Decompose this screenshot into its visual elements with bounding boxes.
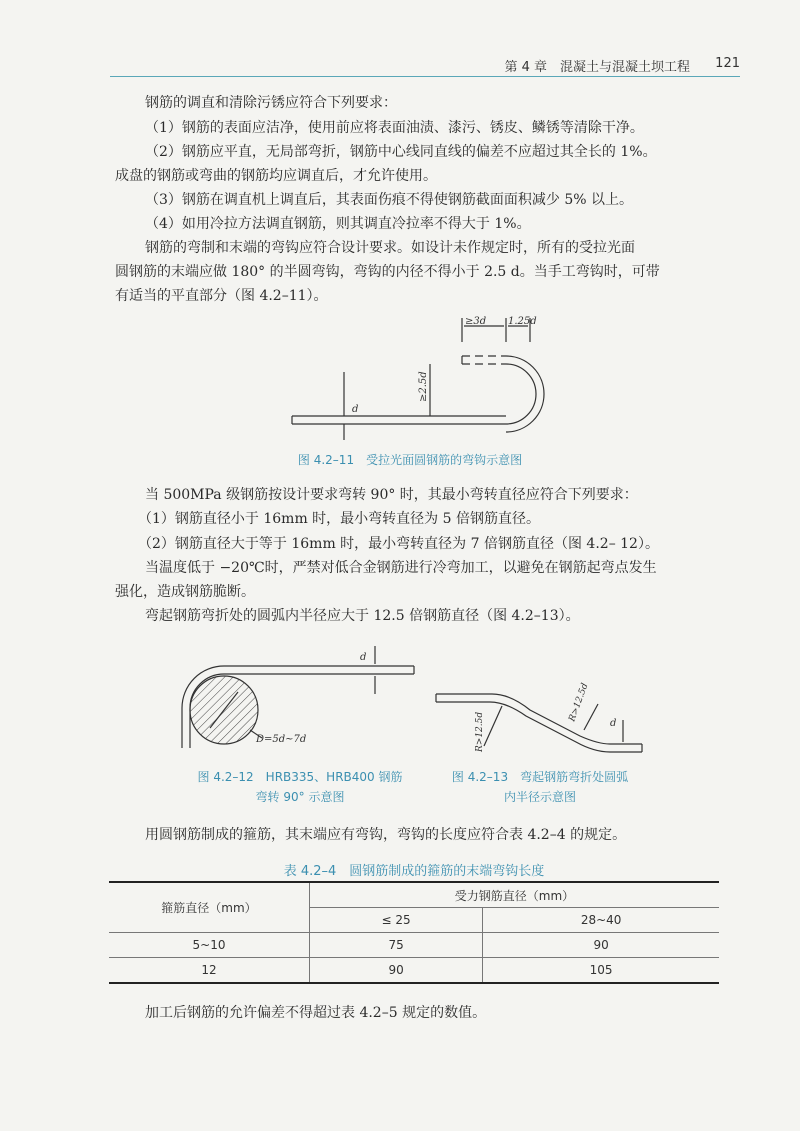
dim-label: D=5d~7d [256,734,307,745]
page-number: 121 [715,56,740,71]
table-cell: 105 [483,958,719,984]
paragraph: 成盘的钢筋或弯曲的钢筋均应调直后，才允许使用。 [115,168,437,184]
dim-label: ≥3d [465,316,487,327]
dim-label: ≥2.5d [418,371,429,402]
figure-hook-diagram [280,312,560,447]
figure-caption: 内半径示意图 [503,790,576,804]
paragraph: （2）钢筋应平直，无局部弯折，钢筋中心线同直线的偏差不应超过其全长的 1%。 [145,144,657,160]
dim-label: R>12.5d [567,681,591,724]
table-cell: 90 [310,958,483,984]
table-row [109,933,719,958]
sub-header: ≤ 25 [310,908,483,933]
col-header: 箍筋直径（mm） [109,882,310,933]
table-cell: 5~10 [109,933,310,958]
dim-label: 1.25d [508,316,537,327]
paragraph: 圆钢筋的末端应做 180° 的半圆弯钩，弯钩的内径不得小于 2.5 d。当手工弯钩时，可带 [115,264,660,280]
table-title: 表 4.2–4 圆钢筋制成的箍筋的末端弯钩长度 [283,864,545,879]
paragraph: 弯起钢筋弯折处的圆弧内半径应大于 12.5 倍钢筋直径（图 4.2–13）。 [145,608,580,624]
figure-caption: 图 4.2–12 HRB335、HRB400 钢筋 [197,770,403,784]
table-cell: 12 [109,958,310,984]
paragraph: （1）钢筋直径小于 16mm 时，最小弯转直径为 5 倍钢筋直径。 [138,511,540,527]
figure-caption: 弯转 90° 示意图 [255,790,345,804]
dim-label: R>12.5d [475,711,485,752]
table-row [109,958,719,984]
paragraph: （3）钢筋在调直机上调直后，其表面伤痕不得使钢筋截面面积减少 5% 以上。 [145,192,634,208]
header-rule [110,76,740,77]
figure-90-bend-diagram [170,638,420,763]
paragraph: 有适当的平直部分（图 4.2–11）。 [115,288,328,304]
paragraph: 钢筋的弯制和末端的弯钩应符合设计要求。如设计未作规定时，所有的受拉光面 [145,240,635,256]
paragraph: 加工后钢筋的允许偏差不得超过表 4.2–5 规定的数值。 [145,1005,487,1021]
dim-label: d [360,652,367,663]
paragraph: 当 500MPa 级钢筋按设计要求弯转 90° 时，其最小弯转直径应符合下列要求： [145,487,638,503]
paragraph: （1）钢筋的表面应洁净，使用前应将表面油渍、漆污、锈皮、鳞锈等清除干净。 [145,120,644,136]
figure-bent-bar-diagram [430,660,650,760]
paragraph: （4）如用冷拉方法调直钢筋，则其调直冷拉率不得大于 1%。 [145,216,531,232]
hook-length-table [109,881,719,984]
table-cell: 75 [310,933,483,958]
paragraph: 当温度低于 −20℃时，严禁对低合金钢筋进行冷弯加工，以避免在钢筋起弯点发生 [145,560,657,576]
sub-header: 28~40 [483,908,719,933]
dim-label: d [352,404,359,415]
dim-label: d [610,718,617,729]
group-header: 受力钢筋直径（mm） [310,882,720,908]
table-cell: 90 [483,933,719,958]
page-header [80,52,740,76]
figure-caption: 图 4.2–13 弯起钢筋弯折处圆弧 [451,770,629,784]
paragraph: 用圆钢筋制成的箍筋，其末端应有弯钩，弯钩的长度应符合表 4.2–4 的规定。 [145,827,627,843]
figure-caption: 图 4.2–11 受拉光面圆钢筋的弯钩示意图 [297,453,523,467]
paragraph: 强化，造成钢筋脆断。 [115,584,255,600]
paragraph: （2）钢筋直径大于等于 16mm 时，最小弯转直径为 7 倍钢筋直径（图 4.2– 12）。 [138,536,659,552]
paragraph: 钢筋的调直和清除污锈应符合下列要求： [145,95,397,111]
chapter-title: 第 4 章 混凝土与混凝土坝工程 [504,60,690,75]
